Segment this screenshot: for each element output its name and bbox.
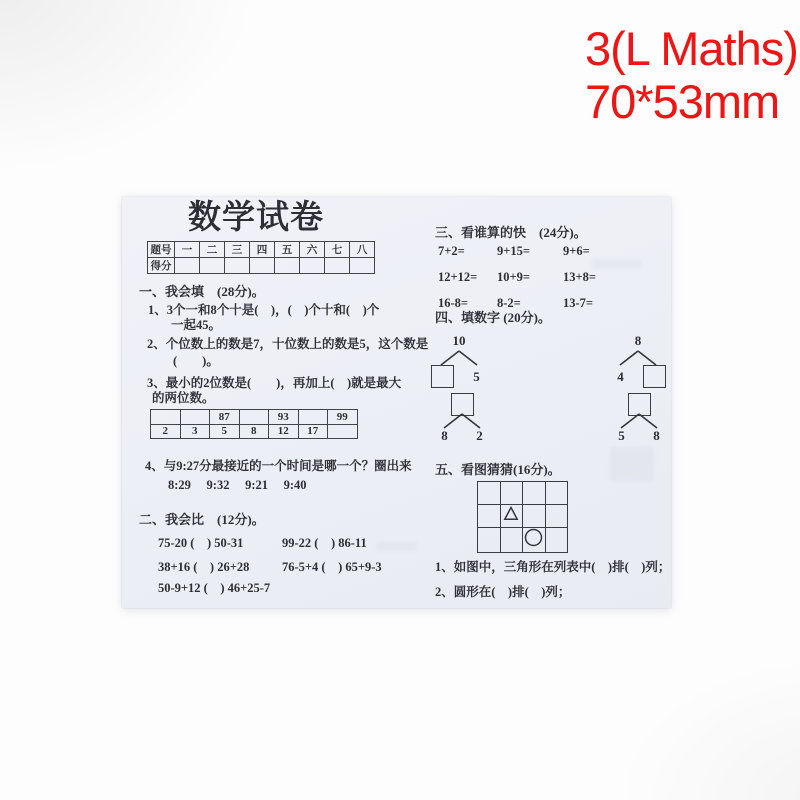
question-2-line1: 2、个位数上的数是7，十位数上的数是5，这个数是 xyxy=(147,337,429,351)
math-test-paper xyxy=(122,197,671,608)
grid-cell xyxy=(523,482,546,505)
score-col: 六 xyxy=(300,242,325,258)
number-bond-4 xyxy=(606,393,672,455)
section4-heading: 四、填数字 (20分)。 xyxy=(435,310,551,325)
seq-cell xyxy=(151,410,181,425)
score-cell-empty xyxy=(225,258,250,274)
equation: 9+15= xyxy=(497,244,530,258)
table-row xyxy=(478,482,568,505)
question-3-line2: 的两位数。 xyxy=(152,391,215,405)
table-row xyxy=(151,424,358,439)
bond-child-value: 2 xyxy=(476,428,483,443)
grid-cell xyxy=(545,528,568,553)
grid-cell xyxy=(500,482,523,505)
seq-cell: 99 xyxy=(328,410,358,425)
score-col: 四 xyxy=(250,242,275,258)
score-cell-empty xyxy=(300,258,325,274)
equation: 8-2= xyxy=(497,296,521,310)
score-col: 八 xyxy=(350,242,375,258)
bond-children xyxy=(611,428,667,444)
bond-children xyxy=(431,365,487,388)
size-watermark xyxy=(585,22,798,128)
bond-children xyxy=(610,365,666,388)
bond-child-value: 4 xyxy=(617,368,624,384)
ink-bleed xyxy=(377,542,417,551)
score-col: 二 xyxy=(200,242,225,258)
section2-heading: 二、我会比 (12分)。 xyxy=(139,512,265,527)
equation: 13+8= xyxy=(563,270,596,284)
number-bond-1 xyxy=(426,330,492,392)
score-col: 三 xyxy=(225,242,250,258)
compare-item: 50-9+12 ( ) 46+25-7 xyxy=(158,581,271,595)
bond-apex-value: 10 xyxy=(452,333,466,348)
score-table-row2-label: 得分 xyxy=(148,258,175,274)
number-bond-2 xyxy=(605,330,671,392)
table-row xyxy=(151,410,358,425)
section1-heading: 一、我会填 (28分)。 xyxy=(139,284,265,299)
answer-box xyxy=(628,393,651,415)
table-row xyxy=(478,505,568,528)
score-col: 五 xyxy=(275,242,300,258)
equation: 10+9= xyxy=(497,270,530,284)
bond-child-value: 8 xyxy=(441,428,448,443)
section5-question2: 2、圆形在( )排( )列； xyxy=(435,585,571,599)
section3-heading: 三、看谁算的快 (24分)。 xyxy=(435,225,587,240)
table-row xyxy=(148,258,375,274)
watermark-line1: 3(L Maths) xyxy=(585,22,798,75)
seq-cell: 3 xyxy=(180,424,210,439)
score-cell-empty xyxy=(325,258,350,274)
score-col: 七 xyxy=(325,242,350,258)
score-col: 一 xyxy=(175,242,200,258)
grid-cell xyxy=(523,528,546,553)
bond-child-value: 5 xyxy=(618,428,625,443)
seq-cell: 93 xyxy=(269,410,299,425)
compare-item: 99-22 ( ) 86-11 xyxy=(282,536,367,550)
answer-box xyxy=(451,393,474,415)
bond-branches-icon xyxy=(440,413,484,429)
bond-child-value: 8 xyxy=(653,428,660,443)
question-4-line1: 4、与9:27分最接近的一个时间是哪一个？圈出来 xyxy=(145,459,412,473)
seq-cell xyxy=(298,410,328,425)
score-cell-empty xyxy=(250,258,275,274)
score-cell-empty xyxy=(350,258,375,274)
compare-item: 76-5+4 ( ) 65+9-3 xyxy=(282,560,382,574)
section5-heading: 五、看图猜猜(16分)。 xyxy=(435,462,561,477)
bond-children xyxy=(434,428,490,444)
number-sequence-table xyxy=(150,409,358,439)
paper-title: 数学试卷 xyxy=(188,200,324,236)
question-1-line1: 1、3个一和8个十是( )，( )个十和( )个 xyxy=(148,303,380,317)
equation: 16-8= xyxy=(438,296,469,310)
grid-cell xyxy=(478,482,501,505)
triangle-icon xyxy=(503,506,519,521)
bond-branches-icon xyxy=(437,350,481,366)
question-4-times: 8:29 9:32 9:21 9:40 xyxy=(168,478,307,492)
seq-cell: 87 xyxy=(210,410,240,425)
score-cell-empty xyxy=(200,258,225,274)
question-1-line2: 一起45。 xyxy=(171,318,222,332)
bond-apex-value: 8 xyxy=(634,333,642,348)
equation: 9+6= xyxy=(563,244,590,258)
bond-apex xyxy=(635,330,642,352)
shape-position-grid xyxy=(477,481,568,553)
seq-cell: 8 xyxy=(239,424,269,439)
score-cell-empty xyxy=(175,258,200,274)
table-row xyxy=(148,242,375,258)
seq-cell xyxy=(180,410,210,425)
seq-cell: 5 xyxy=(210,424,240,439)
seq-cell: 17 xyxy=(298,424,328,439)
compare-item: 38+16 ( ) 26+28 xyxy=(158,560,250,574)
bond-branches-icon xyxy=(617,413,661,429)
bond-child-value: 5 xyxy=(473,368,480,384)
score-table xyxy=(147,241,375,274)
seq-cell: 2 xyxy=(151,424,181,439)
grid-cell xyxy=(478,528,501,553)
bond-branches-icon xyxy=(616,350,660,366)
seq-cell xyxy=(328,424,358,439)
answer-box xyxy=(431,365,454,388)
compare-item: 75-20 ( ) 50-31 xyxy=(158,536,244,550)
equation: 7+2= xyxy=(438,244,465,258)
grid-cell xyxy=(545,482,568,505)
equation: 12+12= xyxy=(438,270,478,284)
question-3-line1: 3、最小的2位数是( )，再加上( )就是最大 xyxy=(147,376,402,390)
score-cell-empty xyxy=(275,258,300,274)
grid-cell xyxy=(523,505,546,528)
watermark-line2: 70*53mm xyxy=(585,75,780,128)
equation: 13-7= xyxy=(563,296,594,310)
question-2-line2: ( )。 xyxy=(173,354,219,368)
seq-cell: 12 xyxy=(269,424,299,439)
grid-cell xyxy=(500,528,523,553)
grid-cell xyxy=(500,505,523,528)
section5-question1: 1、如图中，三角形在列表中( )排( )列； xyxy=(435,560,671,574)
seq-cell xyxy=(239,410,269,425)
table-row xyxy=(478,528,568,553)
circle-icon xyxy=(524,528,543,547)
number-bond-3 xyxy=(429,393,495,455)
grid-cell xyxy=(478,505,501,528)
score-table-row1-label: 题号 xyxy=(148,242,175,258)
grid-cell xyxy=(545,505,568,528)
bond-apex xyxy=(453,330,466,352)
answer-box xyxy=(643,365,666,388)
